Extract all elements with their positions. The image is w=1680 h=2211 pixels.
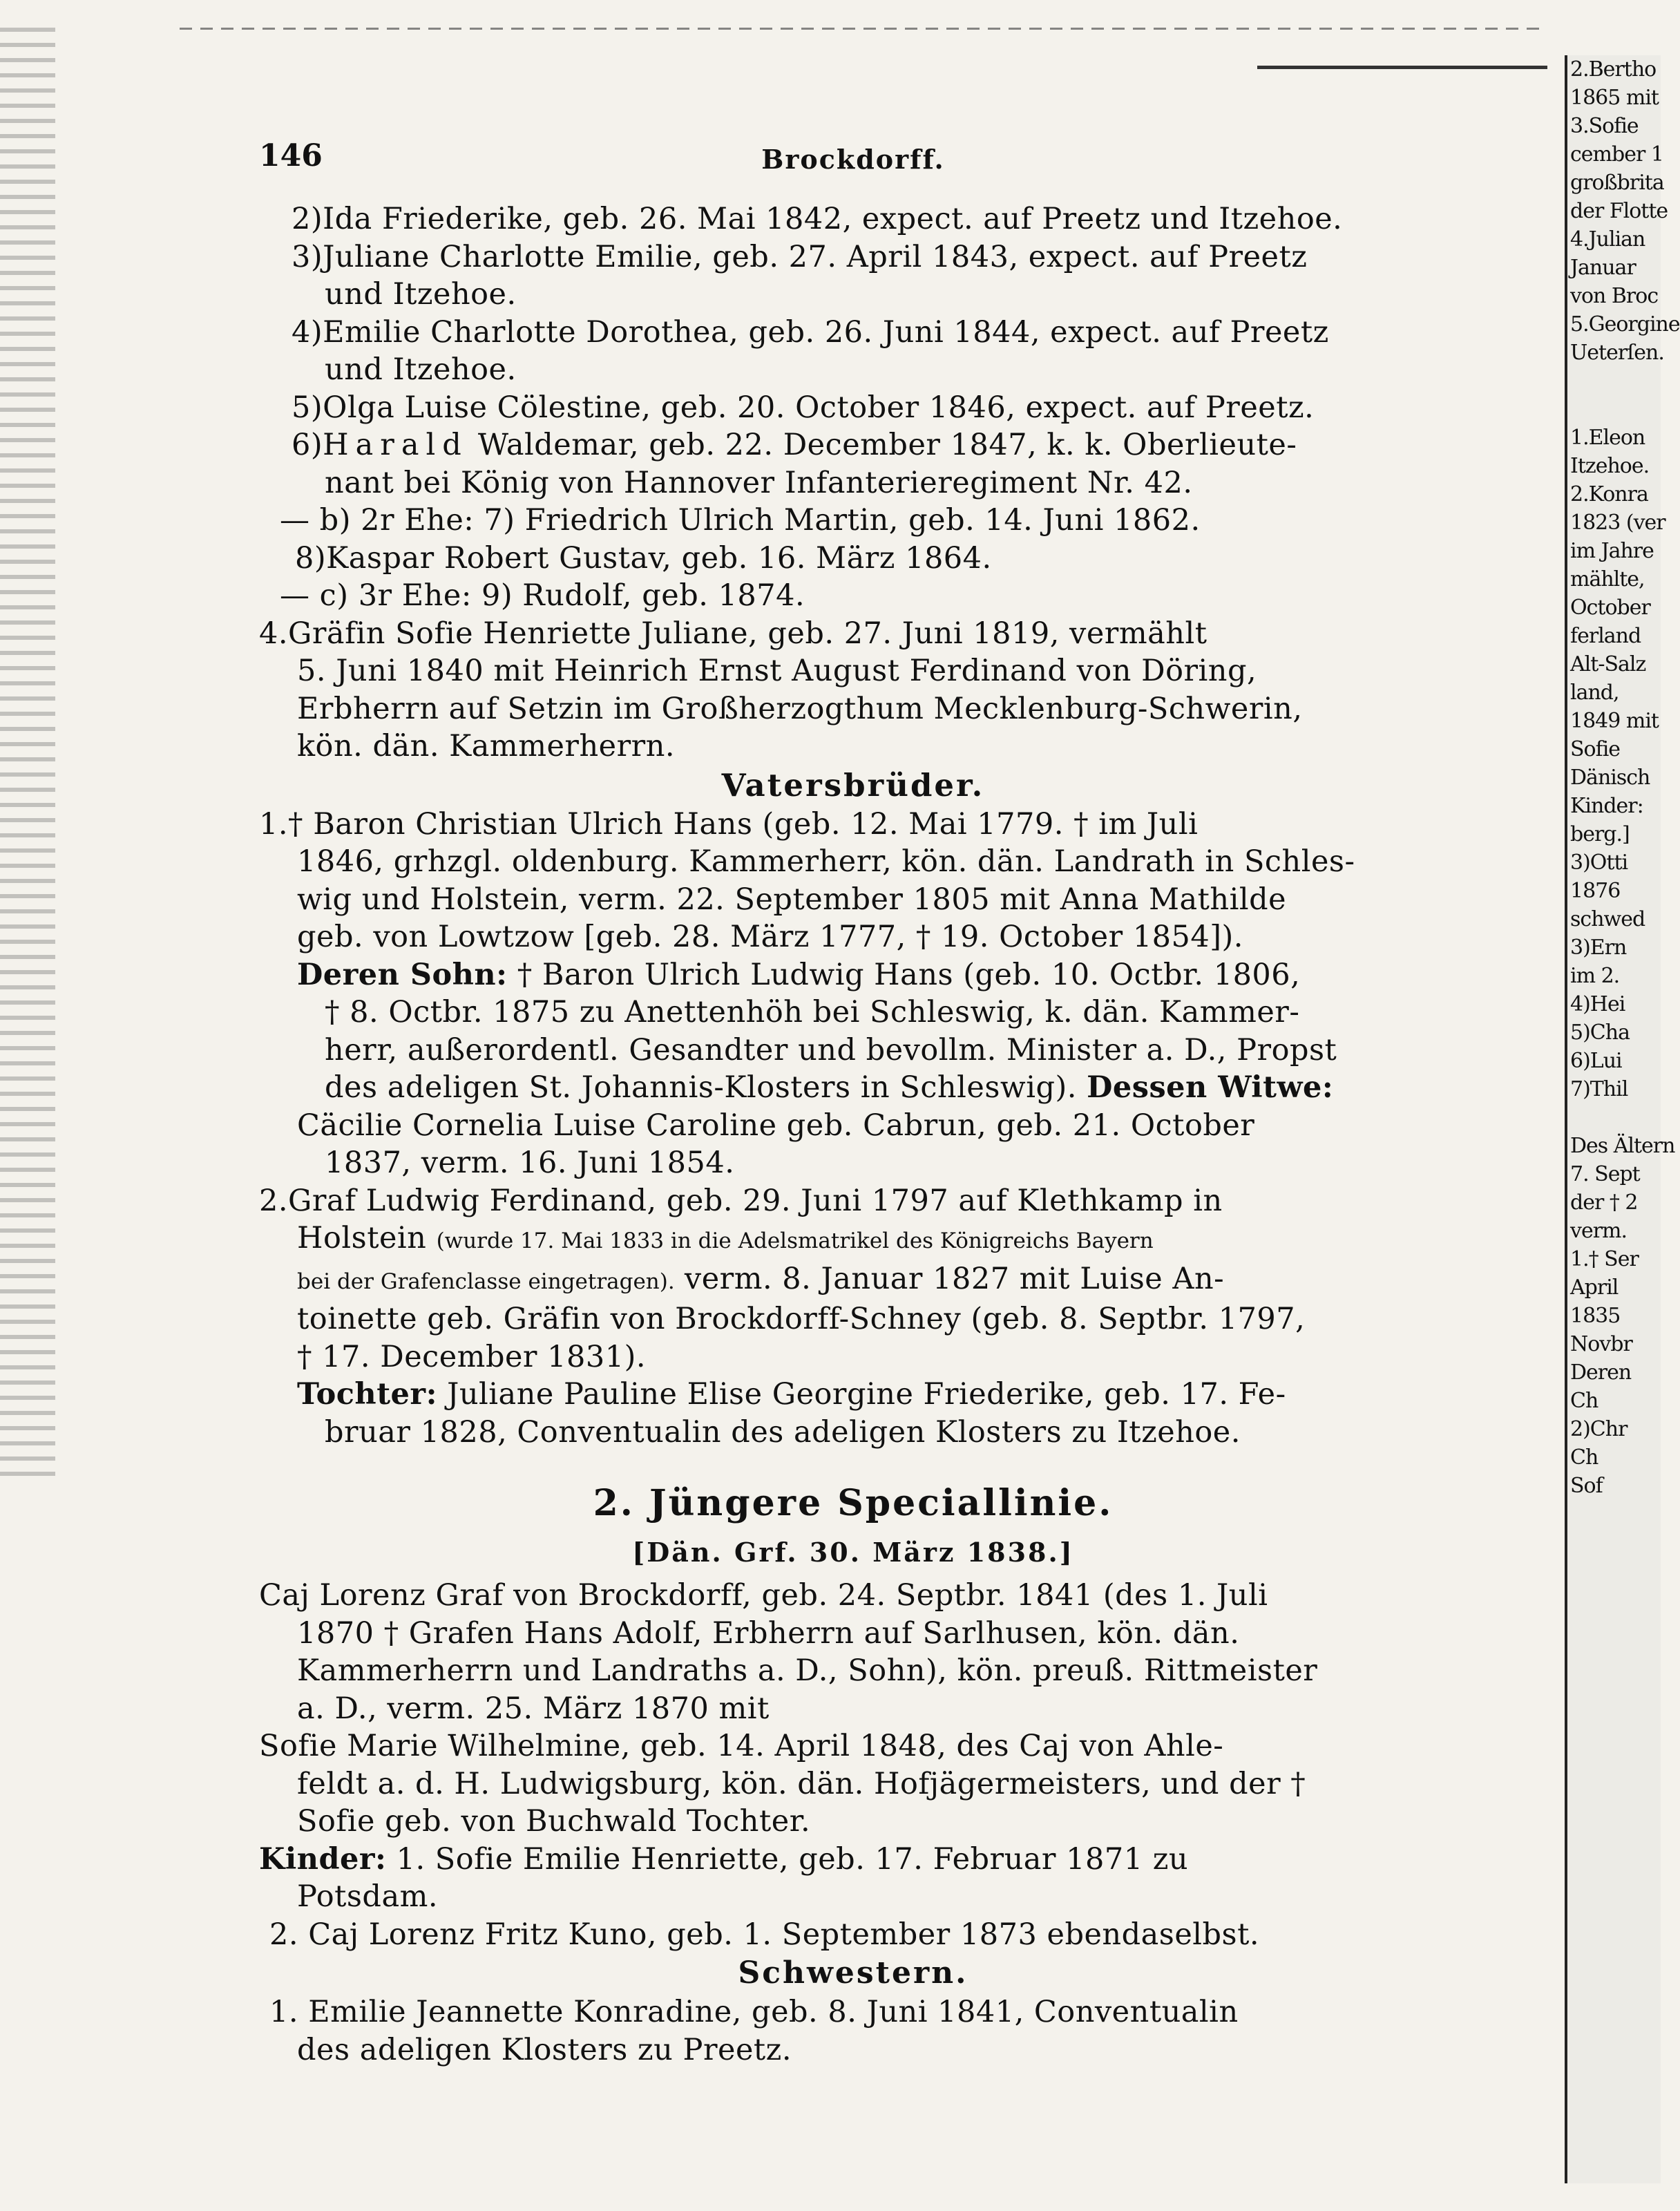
entry-graefin: 4.Gräfin Sofie Henriette Juliane, geb. 27. Juni 1819, vermählt	[259, 616, 1208, 651]
vater-2-cont-4: † 17. December 1831).	[297, 1339, 647, 1374]
entry-graefin-cont-3: kön. dän. Kammerherrn.	[297, 729, 676, 763]
kinder-2: 2. Caj Lorenz Fritz Kuno, geb. 1. September 1873 ebendaselbst.	[269, 1917, 1260, 1952]
adjacent-page-line: Des Ältern	[1570, 1134, 1675, 1158]
adjacent-page-line: Novbr	[1570, 1332, 1632, 1356]
witwe-cont: 1837, verm. 16. Juni 1854.	[325, 1146, 735, 1180]
deren-sohn: Deren Sohn: † Baron Ulrich Ludwig Hans (geb. 10. Octbr. 1806,	[297, 957, 1301, 992]
left-page-edge	[0, 28, 55, 1479]
kinder-1: Kinder: 1. Sofie Emilie Henriette, geb. 17. Februar 1871 zu	[259, 1841, 1189, 1877]
entry-graefin-cont-1: 5. Juni 1840 mit Heinrich Ernst August Ferdinand von Döring,	[297, 654, 1257, 688]
top-rule-right	[1257, 66, 1547, 69]
caj-4: a. D., verm. 25. März 1870 mit	[297, 1691, 770, 1726]
vater-2-cont-1: Holstein (wurde 17. Mai 1833 in die Adelsmatrikel des Königreichs Bayern	[297, 1221, 1154, 1255]
page-number: 146	[259, 138, 323, 173]
sofie-2: feldt a. d. H. Ludwigsburg, kön. dän. Hofjägermeisters, und der †	[297, 1766, 1306, 1801]
adjacent-page-line: Sof	[1570, 1474, 1603, 1498]
page	[259, 138, 1447, 2069]
adjacent-page-line: Sofie	[1570, 737, 1621, 761]
entry-2: 2)Ida Friederike, geb. 26. Mai 1842, expect. auf Preetz und Itzehoe.	[292, 202, 1343, 236]
adjacent-page-line: 3.Sofie	[1570, 114, 1639, 138]
adjacent-page-strip	[1565, 55, 1680, 2183]
adjacent-page-line: verm.	[1570, 1219, 1628, 1243]
deren-sohn-cont-3: des adeligen St. Johannis-Klosters in Schleswig). Dessen Witwe:	[325, 1070, 1334, 1105]
heading-date: [Dän. Grf. 30. März 1838.]	[632, 1537, 1074, 1568]
adjacent-page-line: 3)Otti	[1570, 851, 1628, 875]
adjacent-page-line: 5)Cha	[1570, 1021, 1630, 1045]
vater-1: 1.† Baron Christian Ulrich Hans (geb. 12. Mai 1779. † im Juli	[259, 806, 1199, 842]
vater-2-cont-3: toinette geb. Gräfin von Brockdorff-Schney (geb. 8. Septbr. 1797,	[297, 1302, 1306, 1336]
vater-2: 2.Graf Ludwig Ferdinand, geb. 29. Juni 1797 auf Klethkamp in	[259, 1183, 1223, 1218]
adjacent-page-line: 2.Bertho	[1570, 57, 1657, 82]
entry-3-cont: und Itzehoe.	[325, 277, 517, 312]
adjacent-page-line: berg.]	[1570, 822, 1630, 846]
adjacent-page-line: 1.† Ser	[1570, 1247, 1639, 1271]
adjacent-page-line: im 2.	[1570, 964, 1620, 988]
schwester-1-cont: des adeligen Klosters zu Preetz.	[297, 2032, 792, 2067]
adjacent-page-line: April	[1570, 1275, 1619, 1300]
adjacent-page-line: 2.Konra	[1570, 482, 1648, 506]
adjacent-page-line: der † 2	[1570, 1190, 1638, 1215]
entry-6: 6)Harald Waldemar, geb. 22. December 1847, k. k. Oberlieute-	[292, 428, 1297, 462]
tochter-cont: bruar 1828, Conventualin des adeligen Klosters zu Itzehoe.	[325, 1414, 1241, 1450]
deren-sohn-cont-2: herr, außerordentl. Gesandter und bevollm. Minister a. D., Propst	[325, 1032, 1337, 1067]
entry-4-cont: und Itzehoe.	[325, 352, 517, 387]
vater-1-cont-3: geb. von Lowtzow [geb. 28. März 1777, † 19. October 1854]).	[297, 920, 1243, 954]
adjacent-page-line: 7. Sept	[1570, 1162, 1640, 1186]
adjacent-page-line: 5.Georgine	[1570, 312, 1680, 336]
adjacent-page-line: Deren	[1570, 1360, 1632, 1385]
entry-b: — b) 2r Ehe: 7) Friedrich Ulrich Martin, geb. 14. Juni 1862.	[280, 503, 1201, 538]
sofie-3: Sofie geb. von Buchwald Tochter.	[297, 1804, 811, 1839]
adjacent-page-line: 1876	[1570, 879, 1621, 903]
adjacent-page-line	[1570, 367, 1661, 395]
top-rule	[180, 28, 1547, 30]
adjacent-page-line: Alt-Salz	[1570, 652, 1646, 676]
adjacent-page-line: Itzehoe.	[1570, 454, 1650, 478]
adjacent-page-line: 1849 mit	[1570, 709, 1659, 733]
adjacent-page-line: 4)Hei	[1570, 992, 1625, 1016]
caj-2: 1870 † Grafen Hans Adolf, Erbherrn auf Sarlhusen, kön. dän.	[297, 1615, 1240, 1651]
adjacent-page-line: ferland	[1570, 624, 1641, 648]
entry-5: 5)Olga Luise Cölestine, geb. 20. October 1846, expect. auf Preetz.	[292, 390, 1315, 425]
schwester-1: 1. Emilie Jeannette Konradine, geb. 8. Juni 1841, Conventualin	[269, 1995, 1239, 2029]
caj-3: Kammerherrn und Landraths a. D., Sohn), kön. preuß. Rittmeister	[297, 1653, 1318, 1688]
running-head: Brockdorff.	[761, 144, 945, 175]
adjacent-page-line: 1.Eleon	[1570, 426, 1645, 450]
sofie-1: Sofie Marie Wilhelmine, geb. 14. April 1848, des Caj von Ahle-	[259, 1729, 1224, 1763]
adjacent-page-line: mählte,	[1570, 567, 1645, 591]
heading-juengere-speciallinie: 2. Jüngere Speciallinie.	[593, 1482, 1114, 1524]
adjacent-page-line: Ueterſen.	[1570, 341, 1664, 365]
adjacent-page-line: 6)Lui	[1570, 1049, 1622, 1073]
adjacent-page-line: Dänisch	[1570, 766, 1650, 790]
page-header	[259, 138, 1447, 200]
entry-3: 3)Juliane Charlotte Emilie, geb. 27. April 1843, expect. auf Preetz	[292, 239, 1308, 274]
entry-graefin-cont-2: Erbherrn auf Setzin im Großherzogthum Mecklenburg-Schwerin,	[297, 691, 1303, 726]
adjacent-page-line: land,	[1570, 681, 1619, 705]
adjacent-page-line	[1570, 1103, 1661, 1132]
adjacent-page-line: von Broc	[1570, 284, 1659, 308]
entry-6-cont: nant bei König von Hannover Infanterieregiment Nr. 42.	[325, 465, 1193, 500]
vater-1-cont-1: 1846, grhzgl. oldenburg. Kammerherr, kön. dän. Landrath in Schles-	[297, 844, 1355, 879]
deren-sohn-cont-1: † 8. Octbr. 1875 zu Anettenhöh bei Schleswig, k. dän. Kammer-	[325, 995, 1300, 1029]
adjacent-page-line: Ch	[1570, 1389, 1598, 1413]
adjacent-page-line: 7)Thil	[1570, 1077, 1628, 1101]
adjacent-page-line: 2)Chr	[1570, 1417, 1628, 1441]
heading-vatersbrueder: Vatersbrüder.	[721, 766, 985, 804]
adjacent-page-line: 3)Ern	[1570, 936, 1627, 960]
adjacent-page-line	[1570, 395, 1661, 424]
vater-2-cont-2: bei der Grafenclasse eingetragen). verm. 8. Januar 1827 mit Luise An-	[297, 1261, 1225, 1296]
adjacent-page-line: October	[1570, 596, 1650, 620]
caj-1: Caj Lorenz Graf von Brockdorff, geb. 24. Septbr. 1841 (des 1. Juli	[259, 1578, 1268, 1613]
adjacent-page-line: cember 1	[1570, 142, 1663, 167]
adjacent-page-line: im Jahre	[1570, 539, 1654, 563]
witwe: Cäcilie Cornelia Luise Caroline geb. Cabrun, geb. 21. October	[297, 1108, 1255, 1143]
entry-8: 8)Kaspar Robert Gustav, geb. 16. März 1864.	[295, 540, 992, 576]
vater-1-cont-2: wig und Holstein, verm. 22. September 1805 mit Anna Mathilde	[297, 882, 1287, 917]
entry-4: 4)Emilie Charlotte Dorothea, geb. 26. Juni 1844, expect. auf Preetz	[292, 314, 1329, 350]
adjacent-page-line: 1865 mit	[1570, 86, 1659, 110]
adjacent-page-line: der Flotte	[1570, 199, 1668, 223]
heading-schwestern: Schwestern.	[738, 1955, 968, 1991]
adjacent-page-line: Januar	[1570, 256, 1636, 280]
adjacent-page-line: 1835	[1570, 1304, 1621, 1328]
tochter: Tochter: Juliane Pauline Elise Georgine Friederike, geb. 17. Fe-	[297, 1377, 1286, 1412]
kinder-1-cont: Potsdam.	[297, 1879, 439, 1914]
adjacent-page-line: schwed	[1570, 907, 1645, 931]
adjacent-page-line: großbrita	[1570, 171, 1664, 195]
adjacent-page-line: Kinder:	[1570, 794, 1643, 818]
adjacent-page-line: Ch	[1570, 1445, 1598, 1470]
entry-c: — c) 3r Ehe: 9) Rudolf, geb. 1874.	[280, 578, 805, 613]
adjacent-page-line: 4.Julian	[1570, 227, 1645, 252]
adjacent-page-line: 1823 (ver	[1570, 511, 1665, 535]
